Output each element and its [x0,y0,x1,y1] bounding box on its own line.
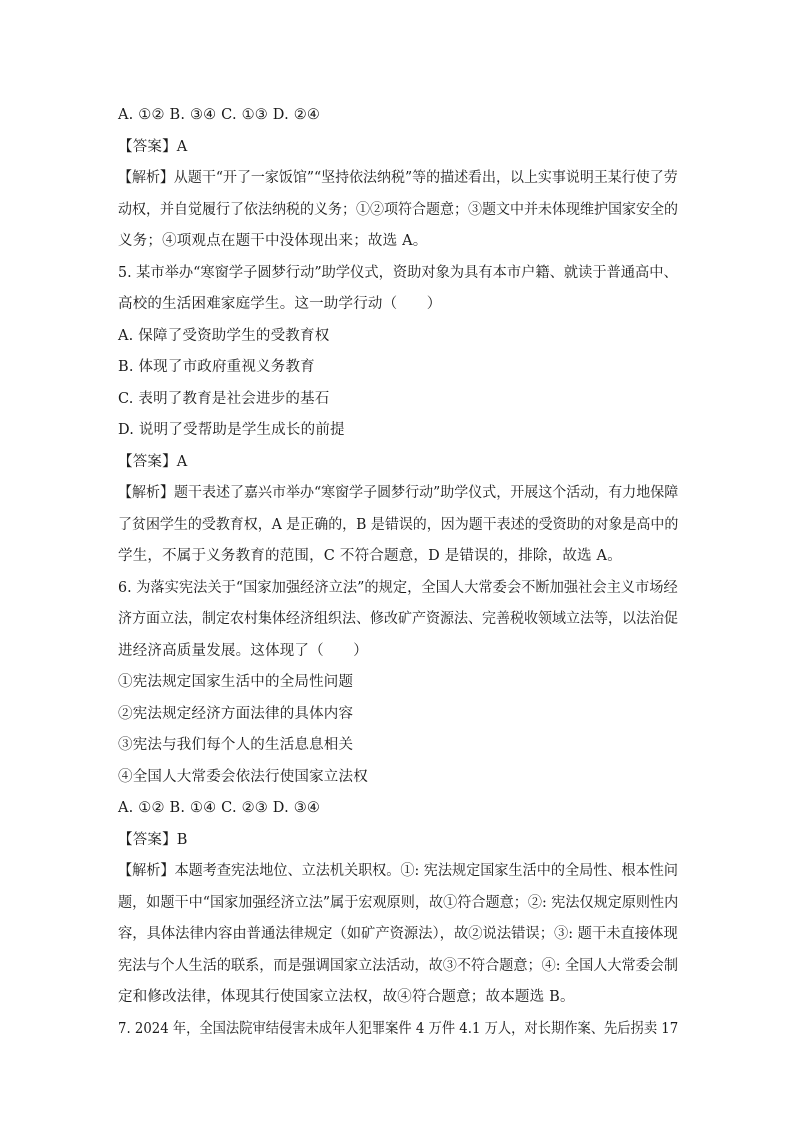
q6-statement-4: ④全国人大常委会依法行使国家立法权 [118,768,368,785]
q5-analysis-line-2: 了贫困学生的受教育权，A 是正确的，B 是错误的，因为题干表述的受资助的对象是高中的 [118,516,679,533]
q5-stem-line-1: 5. 某市举办“寒窗学子圆梦行动”助学仪式，资助对象为具有本市户籍、就读于普通高中、 [118,264,678,281]
q4-analysis-line-1: 【解析】从题干“开了一家饭馆”“坚持依法纳税”等的描述看出，以上实事说明王某行使了劳 [118,170,678,186]
q5-option-b: B. 体现了市政府重视义务教育 [118,359,315,375]
q5-stem-line-2: 高校的生活困难家庭学生。这一助学行动（ ） [118,296,442,312]
q4-answer: 【答案】A [118,138,188,155]
q7-stem-line-1: 7. 2024 年，全国法院审结侵害未成年人犯罪案件 4 万件 4.1 万人，对长期作案、先后拐卖 17 [118,1020,679,1037]
q6-answer: 【答案】B [118,831,188,848]
q6-stem-line-1: 6. 为落实宪法关于“国家加强经济立法”的规定，全国人大常委会不断加强社会主义市场经 [118,579,678,596]
q5-option-c: C. 表明了教育是社会进步的基石 [118,390,330,407]
q6-statement-2: ②宪法规定经济方面法律的具体内容 [118,705,354,722]
q6-analysis-line-1: 【解析】本题考查宪法地位、立法机关职权。①: 宪法规定国家生活中的全局性、根本性问 [118,863,678,879]
q4-analysis-line-3: 义务；④项观点在题干中没体现出来；故选 A。 [118,233,428,249]
document-page [118,100,678,1045]
q6-statement-1: ①宪法规定国家生活中的全局性问题 [118,674,354,690]
q5-analysis-line-3: 学生，不属于义务教育的范围，C 不符合题意，D 是错误的，排除，故选 A。 [118,548,622,564]
q4-analysis-line-2: 动权，并自觉履行了依法纳税的义务；①②项符合题意；③题文中并未体现维护国家安全的 [118,201,678,218]
q6-analysis-line-3: 容，具体法律内容由普通法律规定（如矿产资源法），故②说法错误；③: 题干未直接体现 [118,926,678,942]
q6-statement-3: ③宪法与我们每个人的生活息息相关 [118,737,354,753]
q6-analysis-line-5: 定和修改法律，体现其行使国家立法权，故④符合题意；故本题选 B。 [118,989,575,1005]
q6-stem-line-3: 进经济高质量发展。这体现了（ ） [118,642,368,659]
q6-stem-line-2: 济方面立法，制定农村集体经济组织法、修改矿产资源法、完善税收领域立法等，以法治促 [118,611,678,627]
q6-analysis-line-2: 题，如题干中“国家加强经济立法”属于宏观原则，故①符合题意；②: 宪法仅规定原则性内 [118,894,679,911]
q5-option-a: A. 保障了受资助学生的受教育权 [118,327,330,344]
q6-analysis-line-4: 宪法与个人生活的联系，而是强调国家立法活动，故③不符合题意；④: 全国人大常委会制 [118,957,678,974]
q5-answer: 【答案】A [118,453,188,470]
q4-options: A. ①② B. ③④ C. ①③ D. ②④ [118,107,321,123]
q5-analysis-line-1: 【解析】题干表述了嘉兴市举办“寒窗学子圆梦行动”助学仪式，开展这个活动，有力地保障 [118,485,679,501]
q5-option-d: D. 说明了受帮助是学生成长的前提 [118,422,345,438]
q6-options: A. ①② B. ①④ C. ②③ D. ③④ [118,800,321,816]
